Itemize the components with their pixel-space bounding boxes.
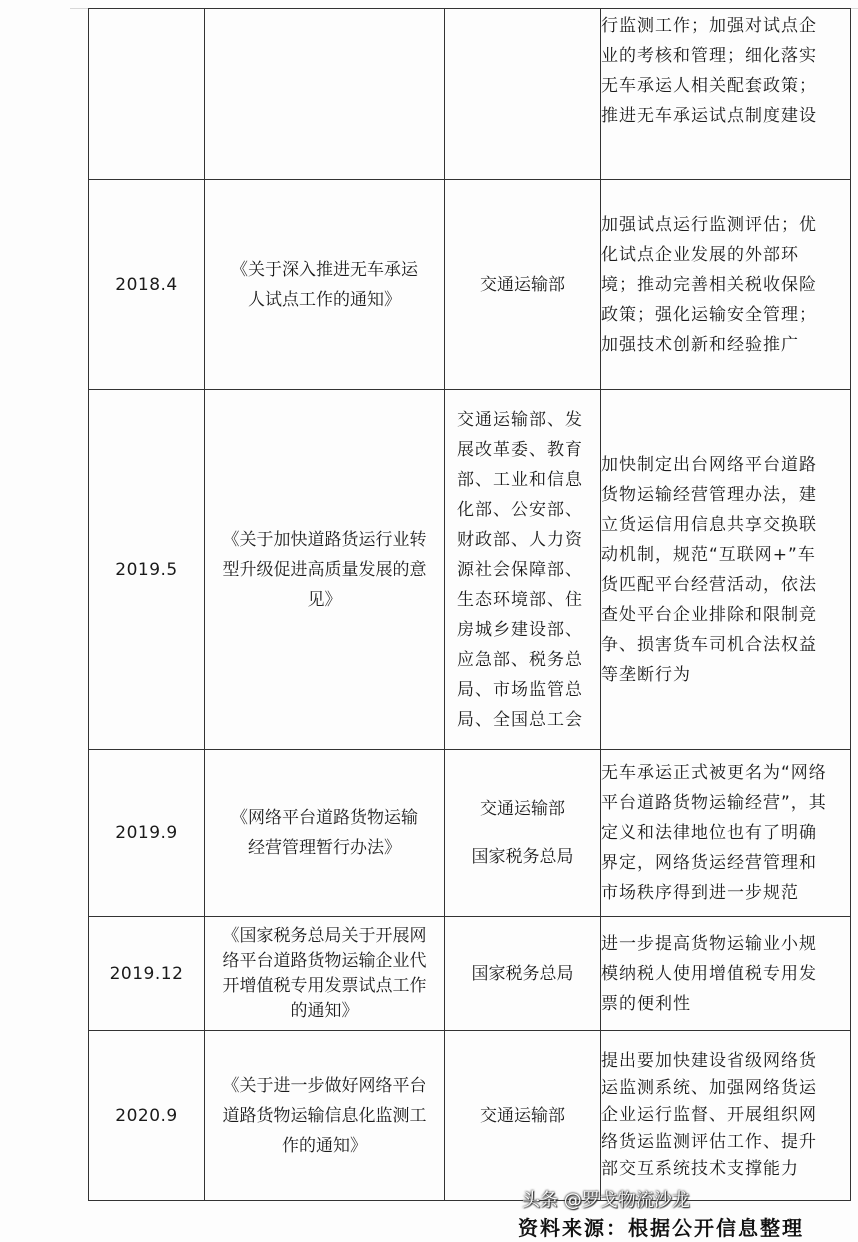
source-note: 资料来源：根据公开信息整理 <box>518 1216 804 1240</box>
department-name: 国家税务总局 <box>471 963 574 984</box>
content-text: 加快制定出台网络平台道路货物运输经营管理办法，建立货运信用信息共享交换联动机制，规范“互联网+”车货匹配平台经营活动，依法查处平台企业排除和限制竞争、损害货车司机合法权益等垄断行为 <box>601 454 817 685</box>
document-cell <box>205 180 445 390</box>
date-cell: 2018.4 <box>89 180 205 390</box>
content-cell <box>601 180 851 390</box>
content-cell <box>601 750 851 917</box>
department-name: 交通运输部 <box>480 799 565 819</box>
content-cell <box>601 9 851 180</box>
department-name: 交通运输部、发展改革委、教育部、工业和信息化部、公安部、财政部、人力资源社会保障部、生态环境部、住房城乡建设部、应急部、税务总局、市场监管总局、全国总工会 <box>457 409 583 730</box>
document-title: 《网络平台道路货物运输经营管理暂行办法》 <box>231 808 418 858</box>
document-cell <box>205 390 445 750</box>
department-cell <box>445 180 601 390</box>
watermark: 头条 @罗戈物流沙龙 <box>522 1190 690 1211</box>
department-cell <box>445 390 601 750</box>
department-name: 交通运输部 <box>480 1105 565 1126</box>
table-row <box>89 1031 851 1201</box>
table-row <box>89 917 851 1031</box>
content-text: 加强试点运行监测评估；优化试点企业发展的外部环境；推动完善相关税收保险政策；强化运输安全管理；加强技术创新和经验推广 <box>601 214 817 355</box>
table-row <box>89 9 851 180</box>
document-cell <box>205 917 445 1031</box>
department-cell <box>445 917 601 1031</box>
department-cell <box>445 1031 601 1201</box>
document-cell <box>205 1031 445 1201</box>
department-name: 交通运输部 <box>480 274 565 295</box>
content-text: 无车承运正式被更名为“网络平台道路货物运输经营”，其定义和法律地位也有了明确界定，网络货运经营管理和市场秩序得到进一步规范 <box>601 763 827 903</box>
document-title: 《关于进一步做好网络平台道路货物运输信息化监测工作的通知》 <box>222 1075 427 1156</box>
content-cell <box>601 1031 851 1201</box>
document-cell <box>205 9 445 180</box>
document-title: 《关于深入推进无车承运人试点工作的通知》 <box>231 259 418 310</box>
content-text: 行监测工作；加强对试点企业的考核和管理；细化落实无车承运人相关配套政策；推进无车承运试点制度建设 <box>601 16 817 126</box>
date-cell: 2019.12 <box>89 917 205 1031</box>
department-cell <box>445 9 601 180</box>
table-row <box>89 750 851 917</box>
date-cell: 2020.9 <box>89 1031 205 1201</box>
document-title: 《国家税务总局关于开展网络平台道路货物运输企业代开增值税专用发票试点工作的通知》 <box>222 925 427 1021</box>
content-text: 进一步提高货物运输业小规模纳税人使用增值税专用发票的便利性 <box>601 933 817 1014</box>
department-cell <box>445 750 601 917</box>
date-cell <box>89 9 205 180</box>
date-cell: 2019.5 <box>89 390 205 750</box>
content-cell <box>601 917 851 1031</box>
policy-table <box>88 8 851 1201</box>
department-name: 国家税务总局 <box>471 847 574 867</box>
table-row <box>89 180 851 390</box>
table-row <box>89 390 851 750</box>
document-title: 《关于加快道路货运行业转型升级促进高质量发展的意见》 <box>222 529 427 610</box>
document-cell <box>205 750 445 917</box>
date-cell: 2019.9 <box>89 750 205 917</box>
content-cell <box>601 390 851 750</box>
content-text: 提出要加快建设省级网络货运监测系统、加强网络货运企业运行监督、开展组织网络货运监测评估工作、提升部交互系统技术支撑能力 <box>601 1051 817 1179</box>
